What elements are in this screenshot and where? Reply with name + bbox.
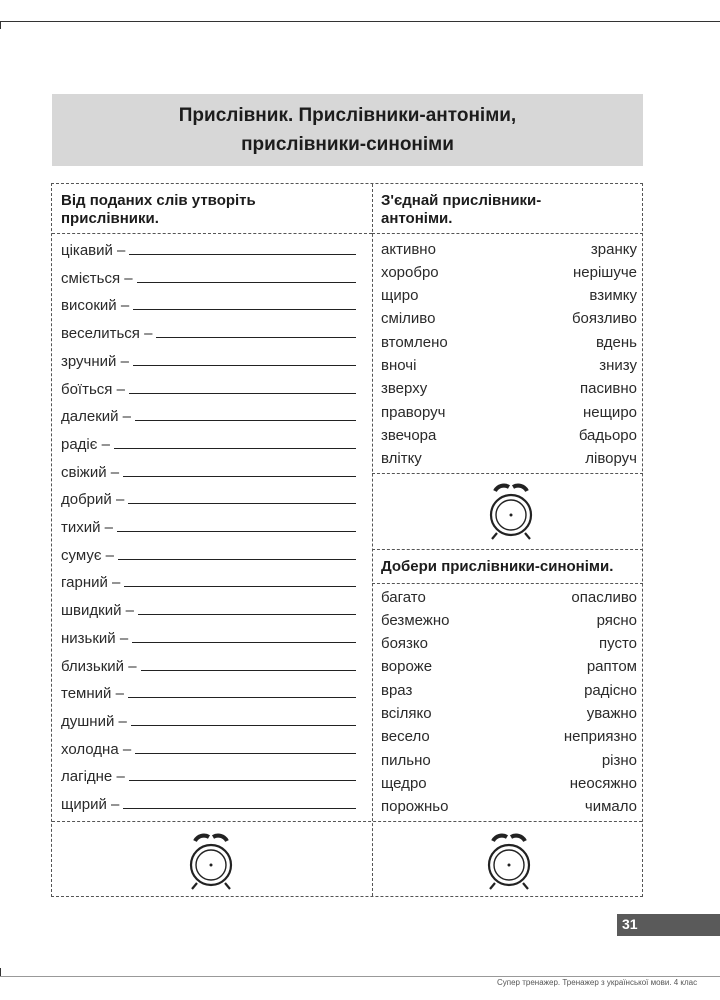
right-word[interactable]: вдень bbox=[596, 333, 637, 351]
left-word[interactable]: влітку bbox=[381, 450, 422, 468]
answer-row bbox=[61, 653, 356, 675]
right-word[interactable]: ліворуч bbox=[585, 450, 637, 468]
answer-row bbox=[61, 569, 356, 591]
word-pair-row bbox=[381, 401, 637, 423]
left-word[interactable]: безмежно bbox=[381, 611, 450, 629]
alarm-clock-icon bbox=[185, 831, 237, 891]
bottom-divider bbox=[52, 821, 642, 822]
answer-line[interactable] bbox=[135, 420, 356, 421]
answer-line[interactable] bbox=[141, 670, 356, 671]
source-word: темний – bbox=[61, 685, 124, 703]
word-pair-row bbox=[381, 261, 637, 283]
source-word: свіжий – bbox=[61, 463, 120, 481]
right-word[interactable]: чимало bbox=[584, 798, 637, 816]
answer-row bbox=[61, 403, 356, 425]
synonym-section-start bbox=[372, 549, 643, 550]
word-pair-row bbox=[381, 586, 637, 608]
source-word: сміється – bbox=[61, 269, 133, 287]
right-word[interactable]: нещиро bbox=[582, 403, 637, 421]
answer-row bbox=[61, 736, 356, 758]
word-pair-row bbox=[381, 679, 637, 701]
left-word[interactable]: сміливо bbox=[381, 310, 436, 328]
answer-row bbox=[61, 542, 356, 564]
answer-line[interactable] bbox=[117, 531, 356, 532]
task2-title-line-1: З'єднай прислівники- bbox=[381, 192, 542, 209]
left-word[interactable]: щиро bbox=[381, 287, 419, 305]
page-title bbox=[52, 94, 643, 166]
source-word: радіє – bbox=[61, 435, 110, 453]
task2-title-line-2: антоніми. bbox=[381, 210, 453, 227]
source-word: сумує – bbox=[61, 546, 114, 564]
right-word[interactable]: уважно bbox=[586, 705, 637, 722]
word-pair-row bbox=[381, 656, 637, 678]
word-pair-row bbox=[381, 772, 637, 794]
right-word[interactable]: рясно bbox=[596, 611, 637, 629]
bottom-rule bbox=[0, 976, 720, 977]
right-word[interactable]: неосяжно bbox=[569, 774, 637, 792]
left-word[interactable]: багато bbox=[381, 588, 426, 606]
task3-title: Добери прислівники-синоніми. bbox=[381, 558, 614, 575]
answer-row bbox=[61, 486, 356, 508]
answer-line[interactable] bbox=[137, 282, 356, 283]
alarm-clock-icon bbox=[485, 481, 537, 541]
source-word: цікавий – bbox=[61, 242, 126, 259]
right-word[interactable]: неприязно bbox=[563, 728, 637, 746]
answer-row bbox=[61, 680, 356, 702]
left-word[interactable]: вороже bbox=[381, 658, 433, 676]
page-number: 31 bbox=[622, 916, 638, 932]
task3-pair-list bbox=[372, 584, 643, 821]
left-word[interactable]: порожньо bbox=[381, 798, 449, 816]
answer-line[interactable] bbox=[128, 697, 356, 698]
answer-row bbox=[61, 514, 356, 536]
word-pair-row bbox=[381, 331, 637, 353]
right-word[interactable]: бадьоро bbox=[578, 426, 637, 444]
answer-line[interactable] bbox=[124, 586, 356, 587]
left-word[interactable]: хоробро bbox=[381, 263, 439, 281]
right-word[interactable]: радісно bbox=[584, 681, 637, 699]
source-word: гарний – bbox=[61, 574, 121, 592]
top-tick bbox=[0, 21, 1, 29]
answer-line[interactable] bbox=[129, 254, 356, 255]
right-word[interactable]: знизу bbox=[599, 357, 637, 374]
answer-line[interactable] bbox=[123, 476, 356, 477]
left-word[interactable]: вночі bbox=[381, 357, 417, 374]
answer-line[interactable] bbox=[114, 448, 356, 449]
source-word: зручний – bbox=[61, 352, 129, 370]
answer-line[interactable] bbox=[132, 642, 356, 643]
answer-line[interactable] bbox=[156, 337, 356, 338]
word-pair-row bbox=[381, 308, 637, 330]
task1-title-line-2: прислівники. bbox=[61, 210, 159, 227]
answer-row bbox=[61, 348, 356, 370]
right-word[interactable]: різно bbox=[601, 751, 637, 769]
right-word[interactable]: раптом bbox=[586, 658, 637, 676]
worksheet bbox=[51, 183, 643, 897]
answer-row bbox=[61, 292, 356, 314]
answer-line[interactable] bbox=[133, 365, 356, 366]
right-word[interactable]: боязливо bbox=[571, 310, 637, 328]
answer-row bbox=[61, 320, 356, 342]
source-word: близький – bbox=[61, 657, 137, 675]
word-pair-row bbox=[381, 378, 637, 400]
task1-title bbox=[61, 192, 256, 228]
word-pair-row bbox=[381, 448, 637, 470]
answer-row bbox=[61, 431, 356, 453]
right-word[interactable]: пасивно bbox=[580, 380, 637, 398]
word-pair-row bbox=[381, 633, 637, 655]
left-word[interactable]: всіляко bbox=[381, 705, 432, 722]
word-pair-row bbox=[381, 703, 637, 725]
left-word[interactable]: враз bbox=[381, 681, 413, 699]
left-word[interactable]: зверху bbox=[381, 380, 428, 398]
left-word[interactable]: звечора bbox=[381, 426, 437, 444]
source-word: тихий – bbox=[61, 519, 114, 536]
word-pair-row bbox=[381, 796, 637, 818]
left-word[interactable]: активно bbox=[381, 240, 436, 258]
source-word: швидкий – bbox=[61, 602, 134, 620]
task2-pair-list bbox=[372, 238, 643, 473]
source-word: далекий – bbox=[61, 408, 132, 426]
task2-title bbox=[381, 192, 541, 228]
right-word[interactable]: зранку bbox=[590, 240, 637, 258]
task1-title-line-1: Від поданих слів утворіть bbox=[61, 192, 256, 209]
answer-line[interactable] bbox=[129, 780, 356, 781]
word-pair-row bbox=[381, 609, 637, 631]
top-rule bbox=[0, 21, 720, 22]
answer-line[interactable] bbox=[129, 393, 356, 394]
source-word: веселиться – bbox=[61, 325, 153, 343]
answer-row bbox=[61, 376, 356, 398]
right-word[interactable]: пусто bbox=[599, 635, 637, 653]
answer-row bbox=[61, 625, 356, 647]
left-word[interactable]: втомлено bbox=[381, 333, 448, 351]
answer-line[interactable] bbox=[118, 559, 356, 560]
left-word[interactable]: пильно bbox=[381, 751, 431, 769]
answer-row bbox=[61, 459, 356, 481]
word-pair-row bbox=[381, 726, 637, 748]
source-word: боїться – bbox=[61, 380, 125, 398]
source-word: лагідне – bbox=[61, 768, 125, 786]
answer-line[interactable] bbox=[128, 503, 356, 504]
answer-line[interactable] bbox=[131, 725, 356, 726]
word-pair-row bbox=[381, 424, 637, 446]
left-word[interactable]: весело bbox=[381, 728, 430, 746]
source-word: душний – bbox=[61, 712, 127, 730]
title-line-1: Прислівник. Прислівники-антоніми, bbox=[178, 105, 517, 126]
answer-row bbox=[61, 763, 356, 785]
source-word: низький – bbox=[61, 629, 129, 647]
title-line-2: прислівники-синоніми bbox=[241, 134, 454, 155]
answer-row bbox=[61, 791, 356, 813]
left-word[interactable]: щедро bbox=[381, 774, 427, 792]
left-word[interactable]: боязко bbox=[381, 635, 429, 653]
answer-row bbox=[61, 708, 356, 730]
right-word[interactable]: нерішуче bbox=[573, 263, 637, 281]
source-word: щирий – bbox=[61, 796, 120, 813]
left-word[interactable]: праворуч bbox=[381, 403, 446, 421]
word-pair-row bbox=[381, 285, 637, 307]
answer-line[interactable] bbox=[133, 309, 356, 310]
right-word[interactable]: взимку bbox=[589, 287, 637, 305]
word-pair-row bbox=[381, 355, 637, 377]
word-pair-row bbox=[381, 749, 637, 771]
antonym-section-end bbox=[372, 473, 643, 474]
answer-row bbox=[61, 237, 356, 259]
alarm-clock-icon bbox=[483, 831, 535, 891]
source-word: високий – bbox=[61, 297, 130, 315]
right-header-divider bbox=[372, 233, 643, 234]
word-pair-row bbox=[381, 238, 637, 260]
page-number-badge bbox=[617, 914, 720, 936]
left-header-divider bbox=[52, 233, 372, 234]
source-word: холодна – bbox=[61, 740, 132, 758]
footer-text: Супер тренажер. Тренажер з української мови. 4 клас bbox=[497, 978, 698, 987]
answer-row bbox=[61, 265, 356, 287]
answer-line[interactable] bbox=[123, 808, 356, 809]
source-word: добрий – bbox=[61, 491, 125, 509]
answer-line[interactable] bbox=[135, 753, 356, 754]
answer-row bbox=[61, 597, 356, 619]
answer-line[interactable] bbox=[138, 614, 356, 615]
right-word[interactable]: опасливо bbox=[571, 588, 637, 606]
